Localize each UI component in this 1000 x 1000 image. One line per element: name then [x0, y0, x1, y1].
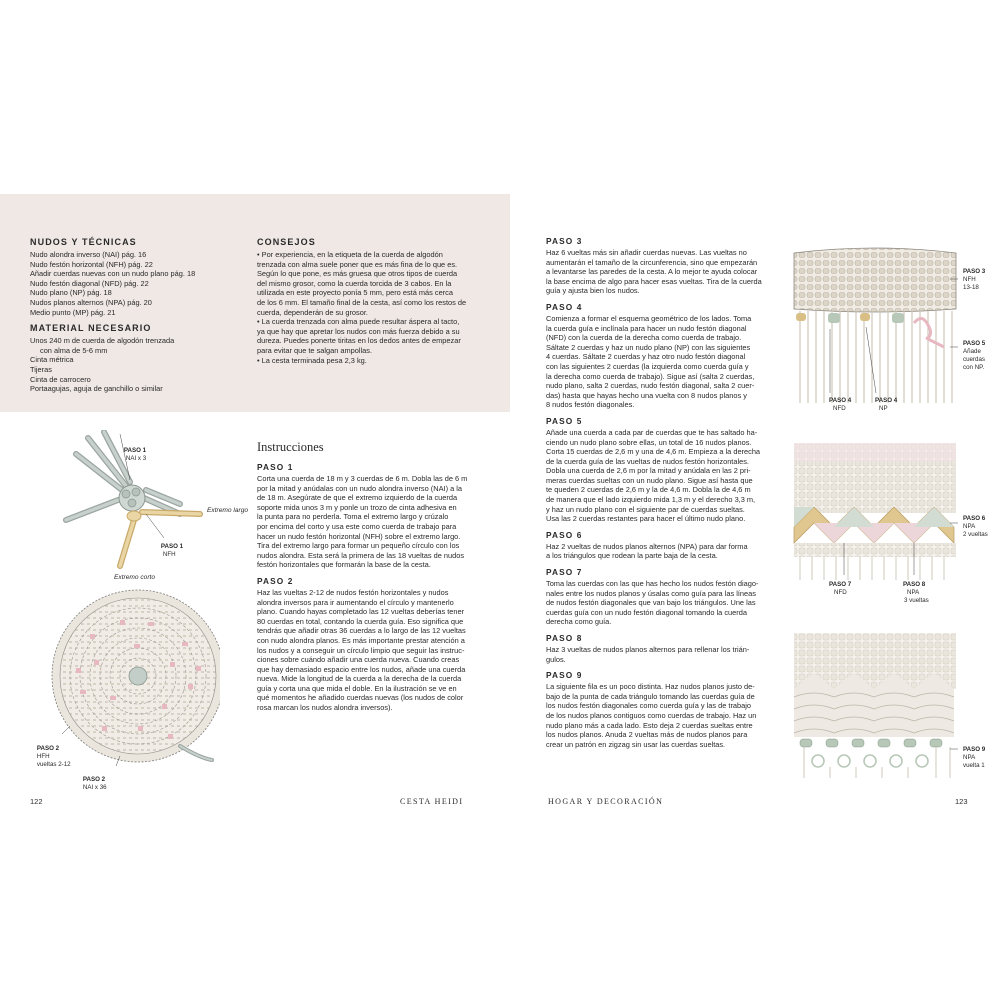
consejos-line: utilizada en este proyecto ponía 5 mm, pero está más cerca — [257, 288, 453, 298]
paso4-line: la cuerda guía e inclínala para hacer un nudo festón diagonal — [546, 323, 747, 333]
paso1-line: por la mitad y anúdalas con un nudo alondra inverso (NAI) a la — [257, 483, 463, 493]
zigzag-illustration — [790, 633, 960, 778]
paso5-line: Dobla una cuerda de 2,6 m por la mitad y anúdala en las 2 pri- — [546, 466, 751, 476]
paso4-line: (NFD) con la cuerda de la derecha como cuerda de trabajo. — [546, 333, 742, 343]
consejos-line: ya que hay que apretar los nudos con más fuerza debido a su — [257, 326, 460, 336]
label-paso2-nai-b: NAI x 36 — [82, 784, 107, 792]
instructions-column — [257, 462, 502, 713]
label-paso2-nai: PASO 2 — [82, 776, 106, 784]
paso6-line: Haz 2 vueltas de nudos planos alternos (NPA) para dar forma — [546, 541, 748, 551]
label-paso5: PASO 5 — [963, 340, 986, 347]
label-paso3-c: 13-18 — [963, 284, 979, 291]
label-paso1-top: PASO 1 — [123, 447, 147, 455]
label-paso2-hfh-c: vueltas 2-12 — [36, 761, 71, 769]
paso7-line: Toma las cuerdas con las que has hecho los nudos festón diago- — [546, 579, 759, 589]
label-paso4-np: PASO 4 — [875, 397, 898, 404]
paso7-line: nales entre los nudos planos y úsalas como guía para las líneas — [546, 588, 756, 598]
paso3-heading: PASO 3 — [546, 236, 583, 246]
consejos-line: trenzada con alma suele poner que es más fina de lo que es. — [257, 259, 458, 269]
nudos-item: Nudo festón horizontal (NFH) pág. 22 — [30, 259, 153, 269]
label-paso3: PASO 3 — [963, 268, 986, 275]
left-page-number: 122 — [30, 797, 43, 806]
label-paso4-np-b: NP — [879, 405, 888, 412]
material-item: Cinta de carrocero — [30, 374, 91, 384]
consejos-heading: CONSEJOS — [257, 237, 316, 247]
paso2-line: con nudo alondra planos. Es más importante prestar atención a — [257, 635, 465, 645]
label-paso4-nfd: PASO 4 — [829, 397, 852, 404]
label-paso2-hfh: PASO 2 — [36, 745, 60, 753]
label-paso9-b: NPA — [963, 754, 976, 761]
paso1-line: hacer un nudo festón horizontal (NFH) sobre el extremo largo. — [257, 531, 461, 541]
label-paso8-c: 3 vueltas — [904, 597, 929, 604]
paso2-line: ciones sobre cuándo añadir una cuerda nueva. Cuando creas — [257, 655, 460, 665]
consejos-line: • Por experiencia, en la etiqueta de la cuerda de algodón — [257, 250, 443, 259]
paso4-line: Sáltate 2 cuerdas y haz un nudo plano (NP) con las siguientes — [546, 342, 751, 352]
nudos-item: Medio punto (MP) pág. 21 — [30, 307, 116, 317]
paso5-line: te queden 2 cuerdas de 2,6 m y la de 4,6 m. Dobla la de 4,6 m — [546, 485, 751, 495]
label-paso4-nfd-b: NFD — [833, 405, 846, 412]
paso4-line: das) hasta que hayas hecho una vuelta con 8 nudos planos y — [546, 390, 747, 400]
paso9-line: bajo de la punta de cada triángulo tomando las cuerdas guía de — [546, 691, 755, 701]
paso2-line: tendrás que añadir otras 36 cuerdas a lo largo de las 12 vueltas — [257, 626, 466, 636]
consejos-line: de los 6 mm. El tamaño final de la cesta, así como los restos de — [257, 297, 467, 307]
paso9-line: La siguiente fila es un poco distinta. Haz nudos planos justo de- — [546, 682, 755, 692]
paso1-line: Tira del extremo largo para formar un pequeño círculo con los — [257, 541, 460, 551]
paso4-line: nudo plano, salta 2 cuerdas, nudo festón diagonal, salta 2 cuer- — [546, 381, 755, 391]
right-steps-column — [546, 236, 778, 749]
label-paso2-hfh-b: HFH — [36, 753, 50, 761]
paso2-line: alondra inversos para ir aumentando el círculo y mantenerlo — [257, 597, 454, 607]
consejos-line: cuerda, dependerán de su grosor. — [257, 307, 368, 317]
paso8-line: gulos. — [546, 654, 566, 664]
paso4-line: con las siguientes 2 cuerdas (la izquierda como cuerda guía y — [546, 361, 749, 371]
paso2-line: los nudos y a conseguir un círculo limpio que seguir las instruc- — [257, 645, 465, 655]
nudos-item: Nudo alondra inverso (NAI) pág. 16 — [30, 250, 147, 259]
paso5-heading: PASO 5 — [546, 415, 583, 426]
paso9-line: los nudos planos. Anuda 2 vueltas más de nudos planos para — [546, 730, 748, 740]
triangles-illustration — [790, 443, 960, 580]
consejos-line: dureza. Puedes ponerte tiritas en los dedos antes de empezar — [257, 336, 461, 346]
consejos-line: • La cesta terminada pesa 2,3 kg. — [257, 355, 367, 365]
paso4-line: 4 cuerdas. Sáltate 2 cuerdas y haz otro nudo festón diagonal — [546, 352, 746, 362]
label-paso8: PASO 8 — [903, 581, 926, 588]
consejos-line: para evitar que te salgan ampollas. — [257, 345, 373, 355]
label-paso3-b: NFH — [963, 276, 976, 283]
paso5-line: meras cuerdas sueltas con un nudo plano. Sigue así hasta que — [546, 475, 753, 485]
paso5-line: ciendo un nudo plano sobre ellas, un total de 16 nudos planos. — [546, 437, 752, 447]
label-paso1-nfh: PASO 1 — [160, 543, 184, 551]
paso9-line: crear un patrón en zigzag sin usar las cuerdas sueltas. — [546, 739, 726, 749]
paso7-line: derecha como guía. — [546, 617, 612, 627]
paso9-line: nudo plano más a cada lado. Esto deja 2 cuerdas sueltas entre — [546, 720, 753, 730]
nudos-item: Nudos planos alternos (NPA) pág. 20 — [30, 297, 152, 307]
label-paso9: PASO 9 — [963, 746, 986, 753]
paso3-line: guía y ajusta bien los nudos. — [546, 286, 640, 296]
paso3-line: a levantarse las paredes de la cesta. A lo mejor te ayuda colocar — [546, 267, 758, 277]
paso2-line: que hay demasiado espacio entre los nudos, añade una cuerda — [257, 664, 466, 674]
label-extremo-corto: Extremo corto — [114, 574, 156, 581]
paso6-line: a los triángulos que rodean la parte baja de la cesta. — [546, 551, 718, 561]
paso9-line: los nudos festón diagonales como cuerda guía y las de trabajo — [546, 701, 752, 711]
label-paso5-c: cuerdas — [963, 356, 986, 363]
paso4-line: la derecha como cuerda de trabajo). Sigue así (salta 2 cuerdas, — [546, 371, 755, 381]
paso2-line: guía y corta una que mida el doble. En la ilustración se ve en — [257, 683, 457, 693]
nudos-item: Nudo plano (NP) pág. 18 — [30, 288, 112, 298]
label-paso7: PASO 7 — [829, 581, 852, 588]
label-paso1-nfh-b: NFH — [162, 551, 176, 559]
paso2-line: 80 cuerdas en total, contando la cuerda guía. Eso significa que — [257, 616, 464, 626]
paso4-heading: PASO 4 — [546, 301, 583, 312]
label-paso6-b: NPA — [963, 523, 976, 530]
nudos-item: Nudo festón diagonal (NFD) pág. 22 — [30, 278, 149, 288]
label-extremo-largo: Extremo largo — [207, 507, 249, 514]
paso5-line: Corta 15 cuerdas de 2,6 m y una de 4,6 m. Empieza a la derecha — [546, 447, 761, 457]
material-item: Cinta métrica — [30, 355, 74, 365]
right-page-number: 123 — [955, 797, 968, 806]
label-paso6: PASO 6 — [963, 515, 986, 522]
nudos-heading: NUDOS Y TÉCNICAS — [30, 237, 137, 247]
paso2-heading: PASO 2 — [257, 575, 294, 586]
paso5-line: de la cuerda guía de las vueltas de nudos festón horizontales. — [546, 456, 749, 466]
label-paso8-b: NPA — [907, 589, 920, 596]
paso1-line: festón horizontales que formarán la base de la cesta. — [257, 560, 431, 570]
paso6-heading: PASO 6 — [546, 529, 583, 540]
paso7-line: de nudos festón diagonales que van bajo los triángulos. Une las — [546, 598, 756, 608]
consejos-column — [257, 237, 502, 365]
consejos-line: • La cuerda trenzada con alma puede resultar áspera al tacto, — [257, 317, 460, 327]
label-paso5-b: Añade — [963, 348, 981, 355]
paso4-line: Comienza a formar el esquema geométrico de los lados. Toma — [546, 313, 752, 323]
paso8-line: Haz 3 vueltas de nudos planos alternos para rellenar los trián- — [546, 645, 750, 654]
paso9-heading: PASO 9 — [546, 670, 583, 681]
consejos-line: Según lo que pone, es más gruesa que otros tipos de cuerda — [257, 269, 458, 279]
paso8-heading: PASO 8 — [546, 633, 583, 643]
paso7-heading: PASO 7 — [546, 567, 583, 578]
material-item: Tijeras — [30, 364, 52, 374]
base-circle-illustration — [50, 586, 220, 776]
paso2-line: rosa marcan los nudos alondra inversos). — [257, 703, 393, 713]
paso5-line: Usa las 2 cuerdas restantes para hacer el último nudo plano. — [546, 514, 746, 524]
label-paso6-c: 2 vueltas — [963, 531, 988, 538]
paso5-line: y haz un nudo plano con el siguiente par de cuerdas sueltas. — [546, 504, 745, 514]
label-paso1-top-nai: NAI x 3 — [125, 455, 147, 463]
right-running-title: HOGAR Y DECORACIÓN — [548, 797, 664, 806]
material-heading: MATERIAL NECESARIO — [30, 323, 152, 334]
paso1-heading: PASO 1 — [257, 462, 294, 472]
paso1-line: de 18 m. Asegúrate de que el extremo izquierdo de la cuerda — [257, 493, 458, 503]
paso3-line: Haz 6 vueltas más sin añadir cuerdas nuevas. Las vueltas no — [546, 248, 747, 257]
paso4-line: 8 nudos festón diagonales. — [546, 400, 635, 410]
basket-wall-illustration — [790, 243, 960, 403]
nudos-item: Añadir cuerdas nuevas con un nudo plano pág. 18 — [30, 269, 196, 279]
paso1-line: Corta una cuerda de 18 m y 3 cuerdas de 6 m. Dobla las de 6 m — [257, 474, 468, 483]
material-item: Portaagujas, aguja de ganchillo o similar — [30, 384, 163, 394]
paso2-line: Haz las vueltas 2-12 de nudos festón horizontales y nudos — [257, 587, 449, 597]
label-paso7-b: NFD — [834, 589, 847, 596]
material-item: con alma de 5-6 mm — [40, 345, 108, 355]
paso7-line: cuerdas guía con un nudo festón diagonal tomando la cuerda — [546, 607, 747, 617]
paso1-line: nudos alondra. Esta será la primera de las 18 vueltas de nudos — [257, 550, 465, 560]
nudos-column — [30, 237, 255, 394]
paso3-line: la base encima de algo para hacer esas vueltas. Tira de la cuerda — [546, 276, 762, 286]
paso1-line: por encima del corto y usa este como cuerda de trabajo para — [257, 521, 457, 531]
paso2-line: qué momentos he añadido cuerdas nuevas (los nudos de color — [257, 693, 464, 703]
paso5-line: de manera que el lado izquierdo mida 1,3 m y el derecho 3,3 m, — [546, 495, 756, 505]
paso9-line: de los nudos planos contiguos como cuerdas de trabajo. Haz un — [546, 710, 757, 720]
paso5-line: Añade una cuerda a cada par de cuerdas que te has saltado ha- — [546, 427, 758, 437]
paso2-line: nueva. Mide la longitud de la cuerda a la derecha de la cuerda — [257, 674, 462, 684]
paso2-line: plano. Cuando hayas completado las 12 vueltas deberías tener — [257, 607, 465, 617]
left-running-title: CESTA HEIDI — [400, 797, 464, 806]
paso1-line: soporte mida unos 3 m y ponle un trozo de cinta adhesiva en — [257, 502, 457, 512]
paso1-line: la punta para no perderla. Toma el extremo largo y crúzalo — [257, 512, 449, 522]
paso3-line: aumentarán el tamaño de la circunferencia, sino que empezarán — [546, 257, 758, 267]
instructions-title: Instrucciones — [257, 440, 324, 454]
label-paso9-c: vuelta 1 — [963, 762, 985, 769]
material-item: Unos 240 m de cuerda de algodón trenzada — [30, 336, 175, 346]
consejos-line: del mismo grosor, como la cuerda torcida de 3 cabos. En la — [257, 278, 452, 288]
label-paso5-d: con NP. — [963, 364, 985, 371]
